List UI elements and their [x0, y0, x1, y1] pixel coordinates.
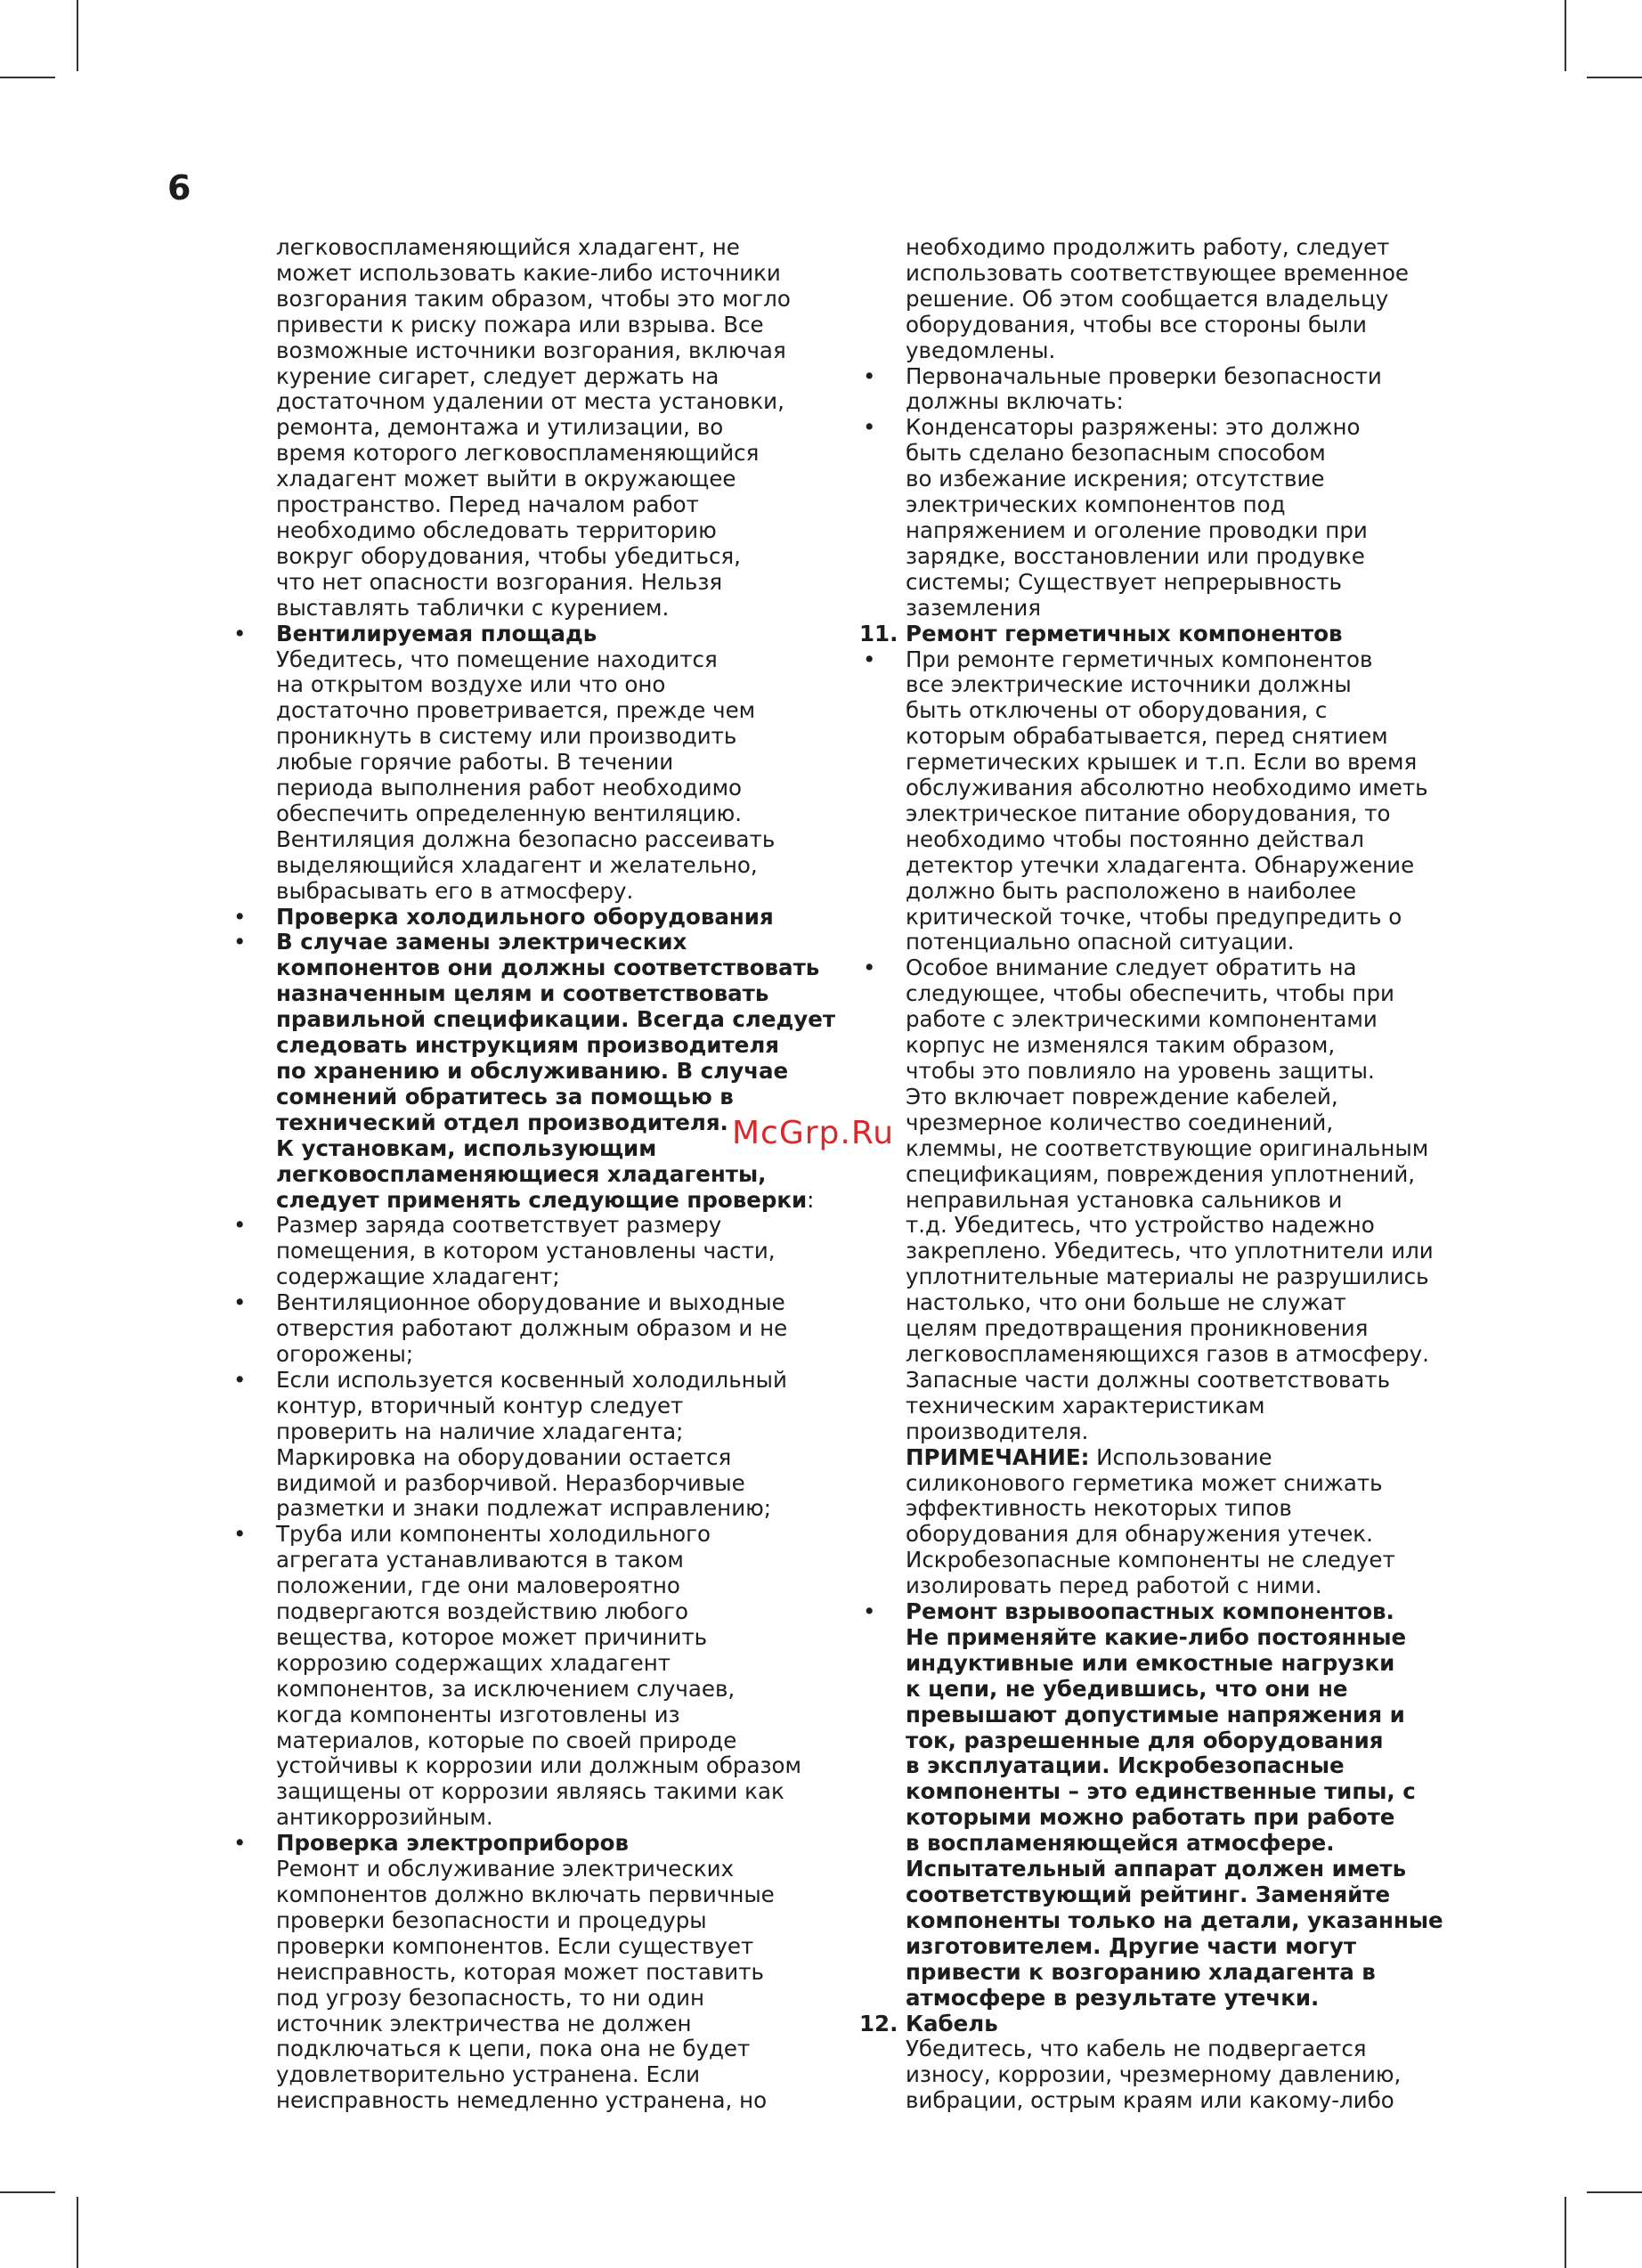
text-line: Если используется косвенный холодильный	[276, 1366, 787, 1393]
crop-mark	[77, 0, 78, 71]
text-line: электрических компонентов под	[906, 492, 1286, 518]
list-item-electrical-check	[230, 1831, 844, 2114]
text-line: все электрические источники должны	[906, 671, 1352, 698]
sealed-repair-text	[906, 647, 1474, 956]
left-column	[230, 235, 844, 2114]
text-line: неправильная установка сальников и	[906, 1186, 1343, 1213]
text-line: Не применяйте какие-либо постоянные	[906, 1623, 1407, 1650]
text-line: источник электричества не должен	[276, 2010, 692, 2036]
text-line: электрическое питание оборудования, то	[906, 800, 1391, 826]
checks-intro-line: следует применять следующие проверки:	[276, 1186, 815, 1213]
text-line: При ремонте герметичных компонентов	[906, 646, 1373, 672]
text-line: Искробезопасные компоненты не следует	[906, 1547, 1395, 1573]
text-line: которым обрабатывается, перед снятием	[906, 723, 1388, 750]
list-item-indirect-circuit	[230, 1368, 844, 1522]
text-line: компонентов должно включать первичные	[276, 1882, 775, 1907]
section-number: 12.	[859, 2010, 898, 2036]
text-line: уплотнительные материалы не разрушились	[906, 1264, 1429, 1290]
text-line: вещества, которое может причинить	[276, 1623, 708, 1650]
text-line: в эксплуатации. Искробезопасные	[906, 1752, 1345, 1779]
bullet-marker: •	[863, 362, 876, 389]
text-line: огорожены;	[276, 1340, 414, 1367]
note-text	[906, 1471, 1474, 1600]
page-number: 6	[167, 168, 191, 207]
text-line: настолько, что они больше не служат	[906, 1289, 1346, 1316]
vent-equipment-text	[276, 1290, 844, 1368]
text-line: детектор утечки хладагента. Обнаружение	[906, 851, 1415, 878]
text-line: зарядке, восстановлении или продувке	[906, 542, 1365, 569]
text-line: спецификациям, повреждения уплотнений,	[906, 1160, 1416, 1187]
charge-size-text	[276, 1213, 844, 1290]
list-item-pipes	[230, 1522, 844, 1831]
bullet-marker: •	[863, 414, 876, 441]
text-line: уведомлены.	[906, 337, 1056, 363]
text-line: подвергаются воздействию любого	[276, 1598, 688, 1625]
text-line: Испытательный аппарат должен иметь	[906, 1856, 1407, 1882]
right-column	[859, 235, 1474, 2114]
bullet-marker: •	[233, 1521, 247, 1548]
capacitors-text	[906, 415, 1474, 621]
text-line: сомнений обратитесь за помощью в	[276, 1083, 734, 1110]
section-number: 11.	[859, 620, 898, 646]
text-line: Особое внимание следует обратить на	[906, 955, 1357, 981]
text-line: проверить на наличие хладагента;	[276, 1418, 684, 1444]
crop-mark	[1587, 77, 1642, 78]
text-line: курение сигарет, следует держать на	[276, 362, 719, 389]
crop-mark	[1587, 2191, 1642, 2193]
list-item-component-replacement	[230, 930, 844, 1213]
text-line: технический отдел производителя.	[276, 1109, 728, 1135]
bullet-marker: •	[233, 903, 247, 930]
text-line: должны включать:	[906, 388, 1124, 415]
text-line: Первоначальные проверки безопасности	[906, 362, 1382, 389]
text-line: компонентов они должны соответствовать	[276, 955, 820, 981]
text-line: в воспламеняющейся атмосфере.	[906, 1830, 1335, 1857]
initial-checks-text	[906, 364, 1474, 416]
heading-electrical-check: Проверка электроприборов	[276, 1830, 629, 1857]
crop-mark	[0, 77, 55, 78]
text-line: легковоспламеняющихся газов в атмосферу.	[906, 1340, 1429, 1367]
text-line: достаточном удалении от места установки,	[276, 388, 784, 415]
text-line: может использовать какие-либо источники	[276, 259, 781, 286]
text-line: помещения, в котором установлены части,	[276, 1238, 776, 1264]
text-line: оборудования для обнаружения утечек.	[906, 1521, 1373, 1548]
text-line: правильной спецификации. Всегда следует	[276, 1006, 836, 1033]
text-line: техническим характеристикам	[906, 1392, 1265, 1419]
bullet-marker: •	[863, 1598, 876, 1625]
text-line: обслуживания абсолютно необходимо иметь	[906, 775, 1428, 801]
text-line: которыми можно работать при работе	[906, 1804, 1395, 1831]
watermark: McGrp.Ru	[732, 1115, 895, 1151]
text-line: на открытом воздухе или что оно	[276, 671, 666, 698]
text-line: во избежание искрения; отсутствие	[906, 466, 1325, 492]
text-line: герметических крышек и т.п. Если во время	[906, 749, 1418, 776]
text-line: индуктивные или емкостные нагрузки	[906, 1649, 1395, 1676]
text-line: назначенным целям и соответствовать	[276, 980, 769, 1007]
text-line: необходимо продолжить работу, следует	[906, 234, 1390, 260]
text-line: компоненты только на детали, указанные	[906, 1906, 1443, 1933]
text-line: превышают допустимые напряжения и	[906, 1701, 1405, 1727]
text-line: атмосфере в результате утечки.	[906, 1984, 1320, 2011]
text-line: Размер заряда соответствует размеру	[276, 1212, 722, 1239]
text-line: агрегата устанавливаются в таком	[276, 1547, 684, 1573]
text-line: Вентиляционное оборудование и выходные	[276, 1289, 785, 1316]
text-line: Запасные части должны соответствовать	[906, 1366, 1391, 1393]
crop-mark	[0, 2191, 55, 2193]
bullet-marker: •	[233, 620, 247, 646]
list-item-capacitors	[859, 415, 1474, 621]
text-line: легковоспламеняющиеся хладагенты,	[276, 1160, 767, 1187]
text-line: Маркировка на оборудовании остается	[276, 1443, 732, 1470]
text-line: привести к риску пожара или взрыва. Все	[276, 311, 764, 337]
bullet-marker: •	[233, 929, 247, 955]
ventilated-area-text	[276, 647, 844, 905]
text-line: быть отключены от оборудования, с	[906, 697, 1328, 724]
text-line: клеммы, не соответствующие оригинальным	[906, 1134, 1429, 1161]
text-line: потенциально опасной ситуации.	[906, 929, 1295, 955]
text-line: чтобы это повлияло на уровень защиты.	[906, 1058, 1375, 1084]
indirect-circuit-text	[276, 1368, 844, 1522]
text-line: К установкам, использующим	[276, 1134, 657, 1161]
crop-mark	[1565, 2197, 1566, 2268]
bullet-marker: •	[233, 1830, 247, 1857]
text-line: компонентов, за исключением случаев,	[276, 1675, 736, 1702]
text-line: ремонта, демонтажа и утилизации, во	[276, 414, 724, 441]
text-line: компоненты – это единственные типы, с	[906, 1778, 1416, 1805]
text-line: т.д. Убедитесь, что устройство надежно	[906, 1212, 1375, 1239]
list-item-explosion-repair	[859, 1599, 1474, 2012]
text-line: обеспечить определенную вентиляцию.	[276, 800, 743, 826]
text-line: следующее, чтобы обеспечить, чтобы при	[906, 980, 1394, 1007]
heading-ventilated-area: Вентилируемая площадь	[276, 620, 597, 646]
text-line: Ремонт и обслуживание электрических	[276, 1856, 735, 1882]
text-line: проверки компонентов. Если существует	[276, 1932, 754, 1959]
text-line: эффективность некоторых типов	[906, 1495, 1292, 1522]
text-line: возгорания таким образом, чтобы это могло	[276, 285, 791, 312]
bullet-marker: •	[233, 1366, 247, 1393]
electrical-check-text	[276, 1857, 844, 2114]
text-line: что нет опасности возгорания. Нельзя	[276, 568, 723, 595]
text-line: видимой и разборчивой. Неразборчивые	[276, 1469, 745, 1496]
list-item-ventilated-area	[230, 622, 844, 905]
text-line: антикоррозийным.	[276, 1804, 493, 1831]
text-line: разметки и знаки подлежат исправлению;	[276, 1495, 771, 1522]
text-line: контур, вторичный контур следует	[276, 1392, 684, 1419]
list-item-vent-equipment	[230, 1290, 844, 1368]
text-line: материалов, которые по своей природе	[276, 1727, 737, 1753]
text-line: закреплено. Убедитесь, что уплотнители или	[906, 1238, 1434, 1264]
crop-mark	[77, 2197, 78, 2268]
text-line: системы; Существует непрерывность	[906, 568, 1342, 595]
text-line: работе с электрическими компонентами	[906, 1006, 1378, 1033]
heading-refrigeration-check: Проверка холодильного оборудования	[276, 903, 774, 930]
text-line: заземления	[906, 594, 1042, 621]
text-line: изолировать перед работой с ними.	[906, 1573, 1322, 1599]
text-line: устойчивы к коррозии или должным образом	[276, 1752, 801, 1779]
text-line: к цепи, не убедившись, что они не	[906, 1675, 1348, 1702]
text-line: быть сделано безопасным способом	[906, 440, 1326, 467]
text-line: удовлетворительно устранена. Если	[276, 2061, 701, 2088]
text-line: выделяющийся хладагент и желательно,	[276, 851, 758, 878]
bullet-marker: •	[863, 646, 876, 672]
note-label: ПРИМЕЧАНИЕ:	[906, 1443, 1090, 1470]
text-line: периода выполнения работ необходимо	[276, 775, 743, 801]
text-line: привести к возгоранию хладагента в	[906, 1958, 1376, 1985]
text-line: достаточно проветривается, прежде чем	[276, 697, 756, 724]
list-item-initial-checks	[859, 364, 1474, 416]
section-11-heading	[859, 622, 1474, 647]
bullet-marker: •	[233, 1289, 247, 1316]
list-item-refrigeration-check	[230, 905, 844, 931]
text-line: пространство. Перед началом работ	[276, 492, 699, 518]
text-line: по хранению и обслуживанию. В случае	[276, 1058, 789, 1084]
special-attention-text	[906, 955, 1474, 1444]
text-line: выбрасывать его в атмосферу.	[276, 877, 634, 904]
text-line: должно быть расположено в наиболее	[906, 877, 1357, 904]
component-replacement-text	[276, 930, 844, 1187]
text-line: под угрозу безопасность, то ни один	[276, 1984, 705, 2011]
text-line: целям предотвращения проникновения	[906, 1315, 1369, 1342]
paragraph-ignition-sources	[230, 235, 844, 622]
text-line: Вентиляция должна безопасно рассеивать	[276, 825, 776, 852]
text-line: оборудования, чтобы все стороны были	[906, 311, 1367, 337]
text-line: чрезмерное количество соединений,	[906, 1109, 1334, 1135]
text-line: напряжением и оголение проводки при	[906, 516, 1368, 543]
text-line: когда компоненты изготовлены из	[276, 1701, 680, 1727]
text-line: решение. Об этом сообщается владельцу	[906, 285, 1389, 312]
text-line: коррозию содержащих хладагент	[276, 1649, 671, 1676]
text-line: отверстия работают должным образом и не	[276, 1315, 788, 1342]
text-line: хладагент может выйти в окружающее	[276, 466, 736, 492]
text-line: Ремонт взрывоопастных компонентов.	[906, 1598, 1394, 1625]
list-item-charge-size	[230, 1213, 844, 1290]
text-line: неисправность немедленно устранена, но	[276, 2087, 768, 2114]
text-line: соответствующий рейтинг. Заменяйте	[906, 1882, 1391, 1907]
bullet-marker: •	[863, 955, 876, 981]
text-line: проверки безопасности и процедуры	[276, 1906, 707, 1933]
text-line: Конденсаторы разряжены: это должно	[906, 414, 1361, 441]
text-line: время которого легковоспламеняющийся	[276, 440, 760, 467]
text-line: Труба или компоненты холодильного	[276, 1521, 711, 1548]
text-line: следовать инструкциям производителя	[276, 1032, 780, 1059]
list-item-sealed-repair	[859, 647, 1474, 956]
text-line: выставлять таблички с курением.	[276, 594, 670, 621]
text-line: необходимо чтобы постоянно действал	[906, 825, 1364, 852]
text-line: любые горячие работы. В течении	[276, 749, 674, 776]
text-line: проникнуть в систему или производить	[276, 723, 737, 750]
bullet-marker: •	[233, 1212, 247, 1239]
section-12	[859, 2012, 1474, 2115]
explosion-repair-text	[906, 1599, 1474, 2012]
text-line: износу, коррозии, чрезмерному давлению,	[906, 2061, 1402, 2088]
text-line: ток, разрешенные для оборудования	[906, 1727, 1384, 1753]
text-line: производителя.	[906, 1418, 1089, 1444]
text-line: возможные источники возгорания, включая	[276, 337, 786, 363]
list-item-special-attention	[859, 955, 1474, 1599]
text-line: Убедитесь, что помещение находится	[276, 646, 718, 672]
text-line: вибрации, острым краям или какому-либо	[906, 2087, 1394, 2114]
text-line: неисправность, которая может поставить	[276, 1958, 764, 1985]
heading-cable: Кабель	[906, 2010, 998, 2036]
text-line: необходимо обследовать территорию	[276, 516, 717, 543]
text-line: Это включает повреждение кабелей,	[906, 1083, 1338, 1110]
crop-mark	[1565, 0, 1566, 71]
heading-sealed-components: Ремонт герметичных компонентов	[906, 620, 1343, 646]
note-line: ПРИМЕЧАНИЕ: Использование	[906, 1443, 1272, 1470]
cable-text	[906, 2036, 1474, 2114]
text-line: положении, где они маловероятно	[276, 1573, 680, 1599]
text-line: легковоспламеняющийся хладагент, не	[276, 234, 740, 260]
text-line: силиконового герметика может снижать	[906, 1469, 1383, 1496]
text-line: вокруг оборудования, чтобы убедиться,	[276, 542, 741, 569]
paragraph-continuation	[859, 235, 1474, 364]
text-line: корпус не изменялся таким образом,	[906, 1032, 1336, 1059]
text-line: изготовителем. Другие части могут	[906, 1932, 1357, 1959]
text-line: Убедитесь, что кабель не подвергается	[906, 2036, 1367, 2062]
text-line: содержащие хладагент;	[276, 1264, 560, 1290]
text-line: использовать соответствующее временное	[906, 259, 1410, 286]
pipes-text	[276, 1522, 844, 1831]
text-line: подключаться к цепи, пока она не будет	[276, 2036, 751, 2062]
text-line: критической точке, чтобы предупредить о	[906, 903, 1402, 930]
text-line: защищены от коррозии являясь такими как	[276, 1778, 784, 1805]
text-line: В случае замены электрических	[276, 929, 687, 955]
